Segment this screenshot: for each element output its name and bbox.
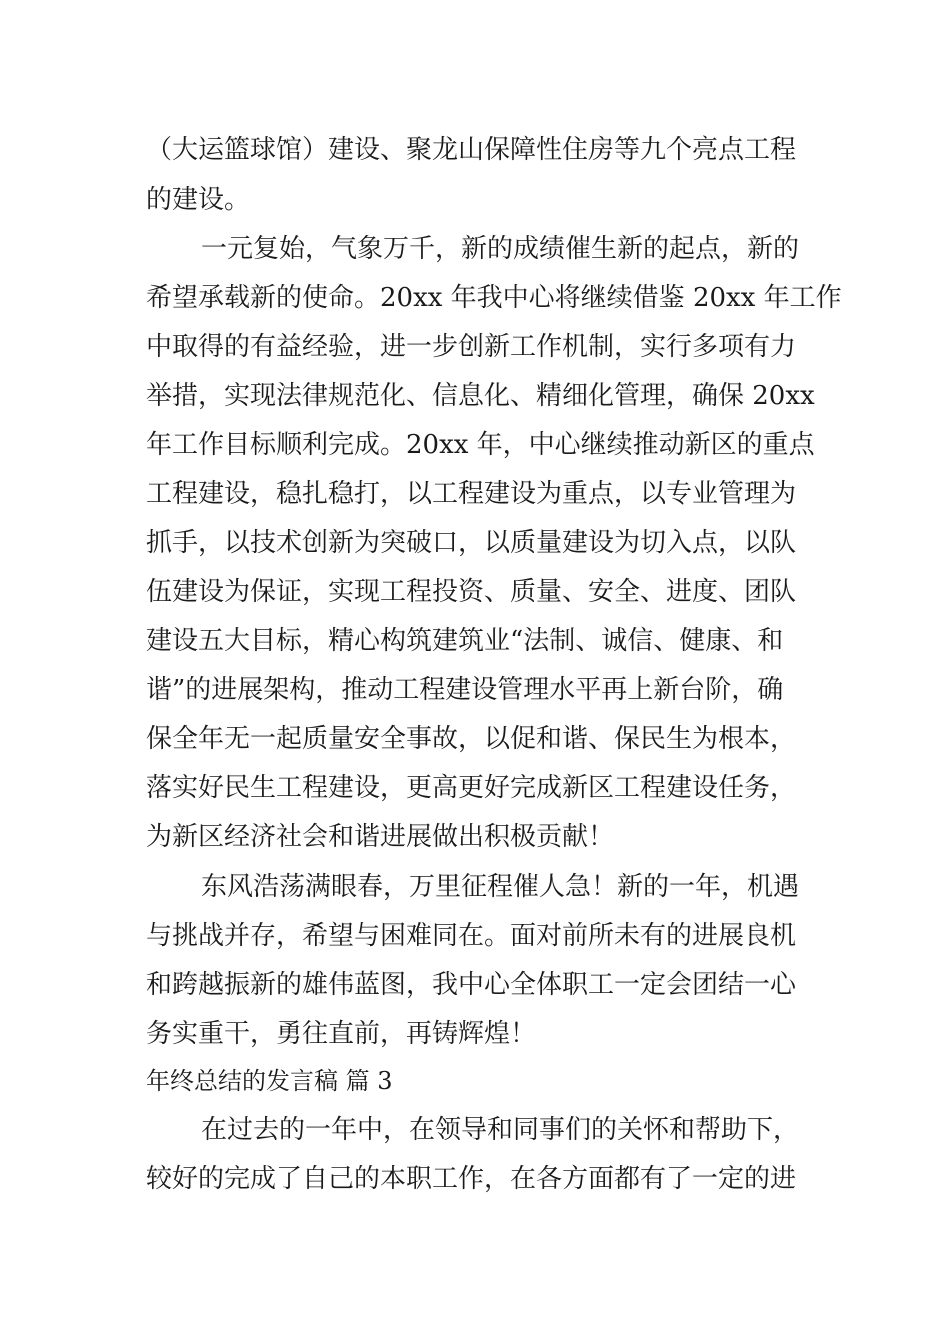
paragraph-line: 保全年无一起质量安全事故，以促和谐、保民生为根本，	[146, 724, 797, 754]
paragraph-line: 工程建设，稳扎稳打，以工程建设为重点，以专业管理为	[146, 479, 797, 509]
paragraph-line: 较好的完成了自己的本职工作，在各方面都有了一定的进	[146, 1164, 797, 1194]
paragraph-line: 一元复始，气象万千，新的成绩催生新的起点，新的	[201, 234, 800, 264]
paragraph-line: 谐”的进展架构，推动工程建设管理水平再上新台阶，确	[146, 675, 784, 705]
paragraph-line: 抓手，以技术创新为突破口，以质量建设为切入点，以队	[146, 528, 797, 558]
paragraph-line: 建设五大目标，精心构筑建筑业“法制、诚信、健康、和	[146, 626, 784, 656]
paragraph-line: 伍建设为保证，实现工程投资、质量、安全、进度、团队	[146, 577, 797, 607]
paragraph-line: 与挑战并存，希望与困难同在。面对前所未有的进展良机	[146, 921, 797, 951]
paragraph-line: （大运篮球馆）建设、聚龙山保障性住房等九个亮点工程	[146, 135, 797, 165]
section-heading: 年终总结的发言稿 篇 3	[146, 1067, 393, 1095]
paragraph-line: 务实重干，勇往直前，再铸辉煌！	[146, 1019, 537, 1049]
paragraph-line: 在过去的一年中，在领导和同事们的关怀和帮助下，	[201, 1115, 800, 1145]
paragraph-line: 的建设。	[146, 185, 251, 215]
paragraph-line: 举措，实现法律规范化、信息化、精细化管理，确保 20xx	[146, 381, 815, 411]
paragraph-line: 和跨越振新的雄伟蓝图，我中心全体职工一定会团结一心	[146, 970, 797, 1000]
paragraph-line: 中取得的有益经验，进一步创新工作机制，实行多项有力	[146, 332, 797, 362]
paragraph-line: 年工作目标顺利完成。20xx 年，中心继续推动新区的重点	[146, 430, 815, 460]
paragraph-line: 希望承载新的使命。20xx 年我中心将继续借鉴 20xx 年工作	[146, 283, 842, 313]
paragraph-line: 落实好民生工程建设，更高更好完成新区工程建设任务，	[146, 773, 797, 803]
paragraph-line: 为新区经济社会和谐进展做出积极贡献！	[146, 822, 615, 852]
paragraph-line: 东风浩荡满眼春，万里征程催人急！新的一年，机遇	[201, 872, 800, 902]
